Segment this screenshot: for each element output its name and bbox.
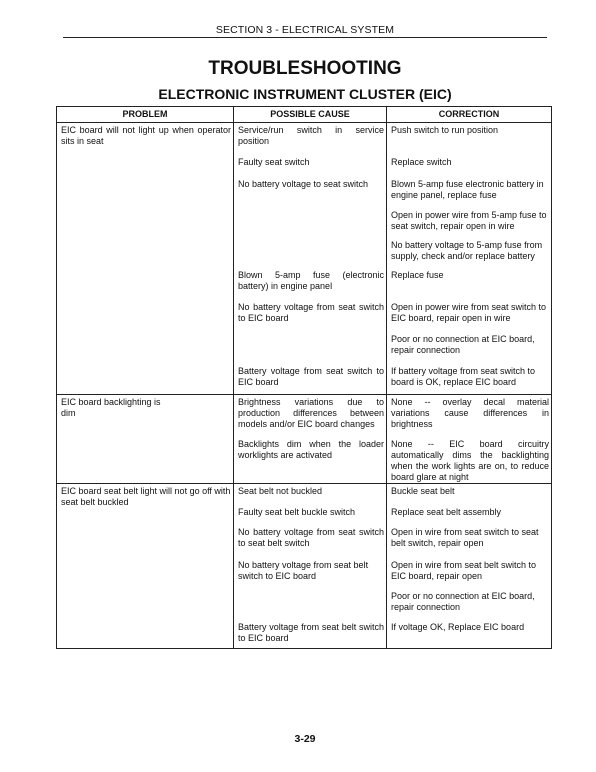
cause-cell: Faulty seat belt buckle switch [238,507,356,517]
correction-cell: Open in wire from seat switch to seat belt switch, repair open [391,527,539,548]
correction-cell: Poor or no connection at EIC board, repair connection [391,591,535,612]
column-header-problem: PROBLEM [122,109,168,119]
correction-cell: Replace fuse [391,270,444,280]
cause-cell: No battery voltage from seat switch to EIC board [238,302,384,323]
cause-cell: No battery voltage from seat belt switch to EIC board [238,560,369,581]
correction-cell: No battery voltage to 5-amp fuse from supply, check and/or replace battery [391,240,543,261]
correction-cell: Open in power wire from seat switch to EIC board, repair open in wire [391,302,547,323]
correction-cell: Replace switch [391,157,452,167]
header-rule [63,37,547,38]
column-divider [386,107,387,648]
problem-cell: EIC board backlighting is dim [61,397,161,418]
column-header-possible-cause: POSSIBLE CAUSE [270,109,350,119]
correction-cell: Push switch to run position [391,125,499,135]
table-header-row [57,107,551,123]
page-subtitle: ELECTRONIC INSTRUMENT CLUSTER (EIC) [158,86,452,102]
cause-cell: No battery voltage from seat switch to seat belt switch [238,527,384,548]
page-title: TROUBLESHOOTING [208,58,402,79]
page-number: 3-29 [294,733,316,745]
correction-cell: If battery voltage from seat switch to board is OK, replace EIC board [391,366,536,387]
correction-cell: None -- EIC board circuitry automatically dims the backlighting when the work lights are on, to reduce board glare at night [391,439,549,482]
cause-cell: Battery voltage from seat belt switch to EIC board [238,622,384,643]
correction-cell: None -- overlay decal material variations cause differences in brightness [391,397,549,429]
cause-cell: Brightness variations due to production differences between models and/or EIC board changes [238,397,384,429]
cause-cell: No battery voltage to seat switch [238,179,369,189]
problem-cell: EIC board seat belt light will not go off with seat belt buckled [61,486,231,507]
column-header-correction: CORRECTION [438,109,500,119]
correction-cell: Buckle seat belt [391,486,455,496]
cause-cell: Seat belt not buckled [238,486,323,496]
row-divider [57,483,551,484]
correction-cell: Replace seat belt assembly [391,507,502,517]
cause-cell: Battery voltage from seat switch to EIC board [238,366,384,387]
correction-cell: Poor or no connection at EIC board, repair connection [391,334,535,355]
cause-cell: Blown 5-amp fuse (electronic battery) in engine panel [238,270,384,291]
cause-cell: Service/run switch in service position [238,125,384,146]
row-divider [57,394,551,395]
section-header: SECTION 3 - ELECTRICAL SYSTEM [215,24,395,36]
correction-cell: Open in wire from seat belt switch to EIC board, repair open [391,560,537,581]
cause-cell: Backlights dim when the loader worklights are activated [238,439,384,460]
cause-cell: Faulty seat switch [238,157,310,167]
column-divider [233,107,234,648]
correction-cell: If voltage OK, Replace EIC board [391,622,525,632]
correction-cell: Open in power wire from 5-amp fuse to seat switch, repair open in wire [391,210,547,231]
correction-cell: Blown 5-amp fuse electronic battery in engine panel, replace fuse [391,179,544,200]
troubleshooting-table [56,106,552,649]
problem-cell: EIC board will not light up when operator sits in seat [61,125,231,146]
